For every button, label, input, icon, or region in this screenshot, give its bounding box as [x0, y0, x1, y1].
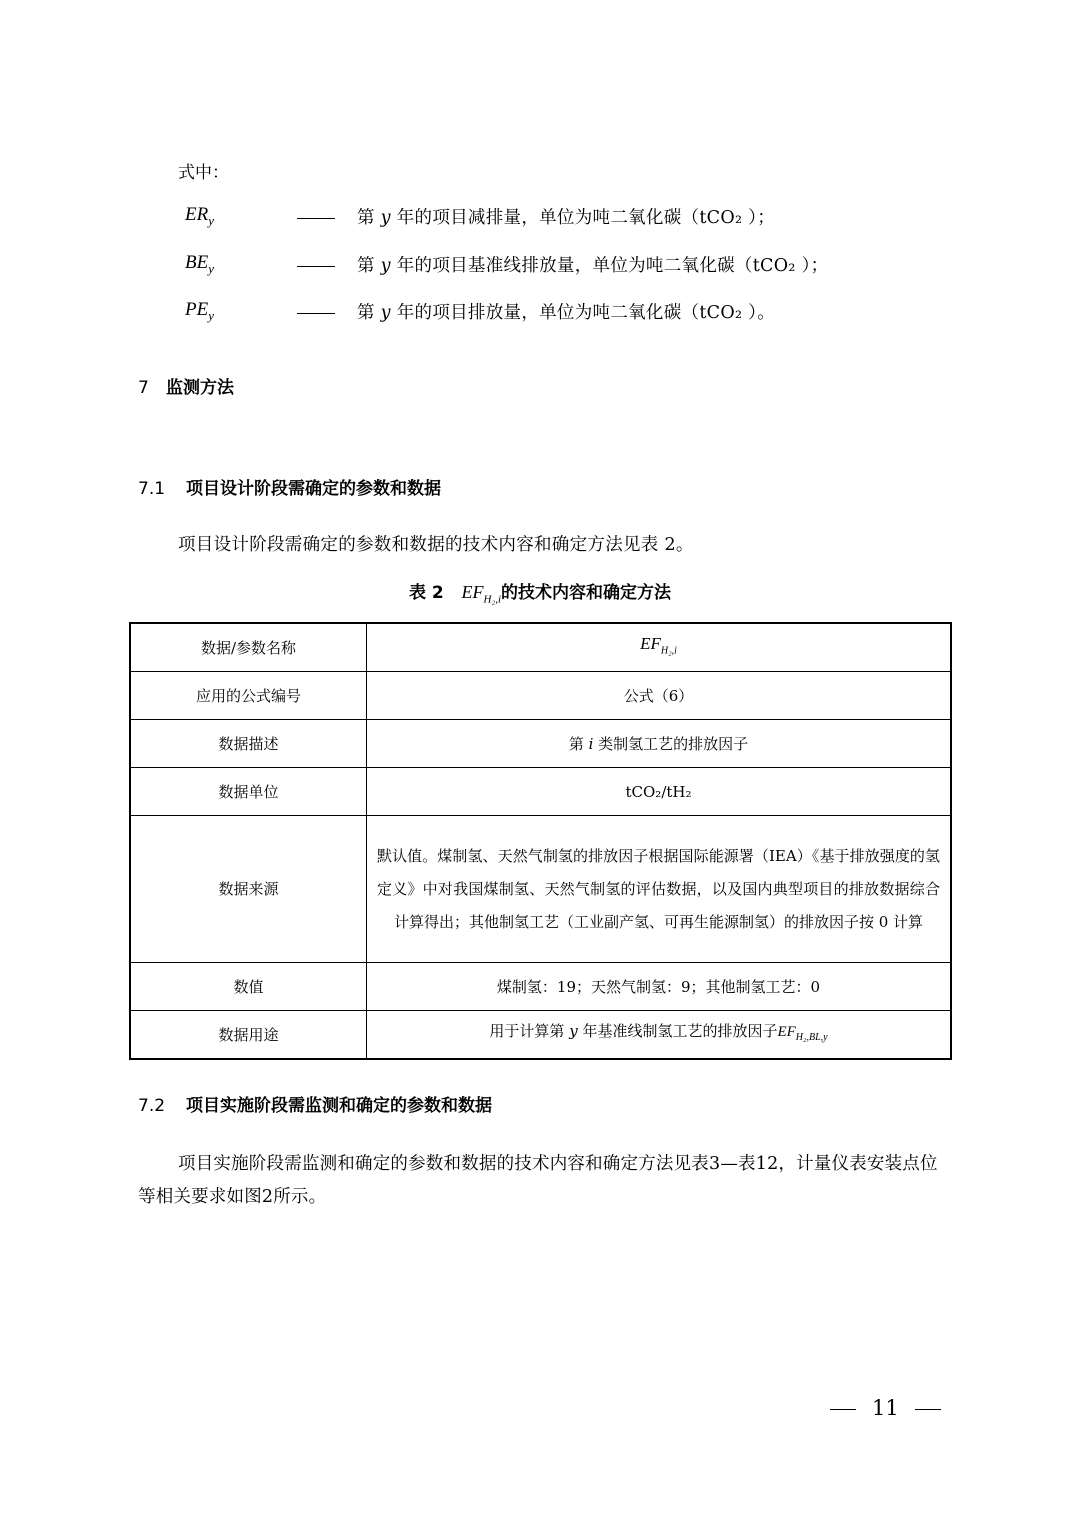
- variable-description: 第 y 年的项目排放量，单位为吨二氧化碳（tCO₂ ）。: [357, 303, 776, 323]
- variable-row-be: [185, 252, 945, 282]
- table-row: [130, 720, 951, 768]
- page-number-text: 11: [872, 1396, 899, 1420]
- table-value-cell: 第 i 类制氢工艺的排放因子: [367, 720, 952, 768]
- section-number: 7.2: [138, 1096, 166, 1116]
- table-2-caption: 表 2 $EF_{H_2,i}$的技术内容和确定方法: [408, 582, 672, 606]
- table-key-cell: 应用的公式编号: [130, 672, 367, 720]
- parameter-table: [129, 622, 952, 1060]
- page-dash-left: [830, 1409, 856, 1410]
- variable-row-er: [185, 204, 945, 234]
- table-key-cell: 数值: [130, 963, 367, 1011]
- section-number: 7.1: [138, 479, 166, 499]
- table-value-cell: 公式（6）: [367, 672, 952, 720]
- variable-symbol: $PE_y$: [185, 299, 214, 323]
- section-7-2-paragraph: 项目实施阶段需监测和确定的参数和数据的技术内容和确定方法见表3—表12，计量仪表安装点位等相关要求如图2所示。: [138, 1154, 938, 1207]
- table-value-cell: 煤制氢：19；天然气制氢：9；其他制氢工艺：0: [367, 963, 952, 1011]
- table-row: [130, 1011, 951, 1060]
- dash-separator: [297, 218, 335, 219]
- variable-row-pe: [185, 299, 945, 329]
- table-row: [130, 623, 951, 672]
- section-7-1-heading: [138, 474, 441, 499]
- section-7-2-heading: [138, 1091, 492, 1116]
- table-key-cell: 数据用途: [130, 1011, 367, 1060]
- section-title: 项目实施阶段需监测和确定的参数和数据: [186, 1096, 492, 1116]
- formula-intro-label: 式中：: [178, 163, 229, 183]
- section-7-heading: [138, 373, 234, 398]
- table-key-cell: 数据/参数名称: [130, 623, 367, 672]
- table-row: [130, 816, 951, 963]
- section-title: 监测方法: [166, 378, 234, 398]
- table-row: [130, 963, 951, 1011]
- section-title: 项目设计阶段需确定的参数和数据: [186, 479, 441, 499]
- table-key-cell: 数据描述: [130, 720, 367, 768]
- page-dash-right: [915, 1409, 941, 1410]
- page-number: [830, 1396, 957, 1420]
- table-key-cell: 数据来源: [130, 816, 367, 963]
- table-row: [130, 768, 951, 816]
- variable-description: 第 y 年的项目基准线排放量，单位为吨二氧化碳（tCO₂ ）；: [357, 256, 829, 276]
- section-number: 7: [138, 378, 149, 398]
- dash-separator: [297, 313, 335, 314]
- variable-symbol: $BE_y$: [185, 252, 214, 276]
- table-value-cell: tCO₂/tH₂: [367, 768, 952, 816]
- dash-separator: [297, 266, 335, 267]
- variable-description: 第 y 年的项目减排量，单位为吨二氧化碳（tCO₂ ）；: [357, 208, 776, 228]
- variable-symbol: $ER_y$: [185, 204, 214, 228]
- table-value-cell: $EF_{H_2,i}$: [367, 623, 952, 672]
- table-value-cell: 用于计算第 y 年基准线制氢工艺的排放因子$EF_{H_2,BL,y}$: [367, 1011, 952, 1060]
- table-row: [130, 672, 951, 720]
- table-value-cell: 默认值。煤制氢、天然气制氢的排放因子根据国际能源署（IEA）《基于排放强度的氢定义》中对我国煤制氢、天然气制氢的评估数据，以及国内典型项目的排放数据综合计算得出；其他制氢工艺（工业副产氢、可再生能源制氢）的排放因子按 0 计算: [367, 816, 952, 963]
- table-key-cell: 数据单位: [130, 768, 367, 816]
- section-7-1-paragraph: 项目设计阶段需确定的参数和数据的技术内容和确定方法见表 2。: [178, 535, 694, 555]
